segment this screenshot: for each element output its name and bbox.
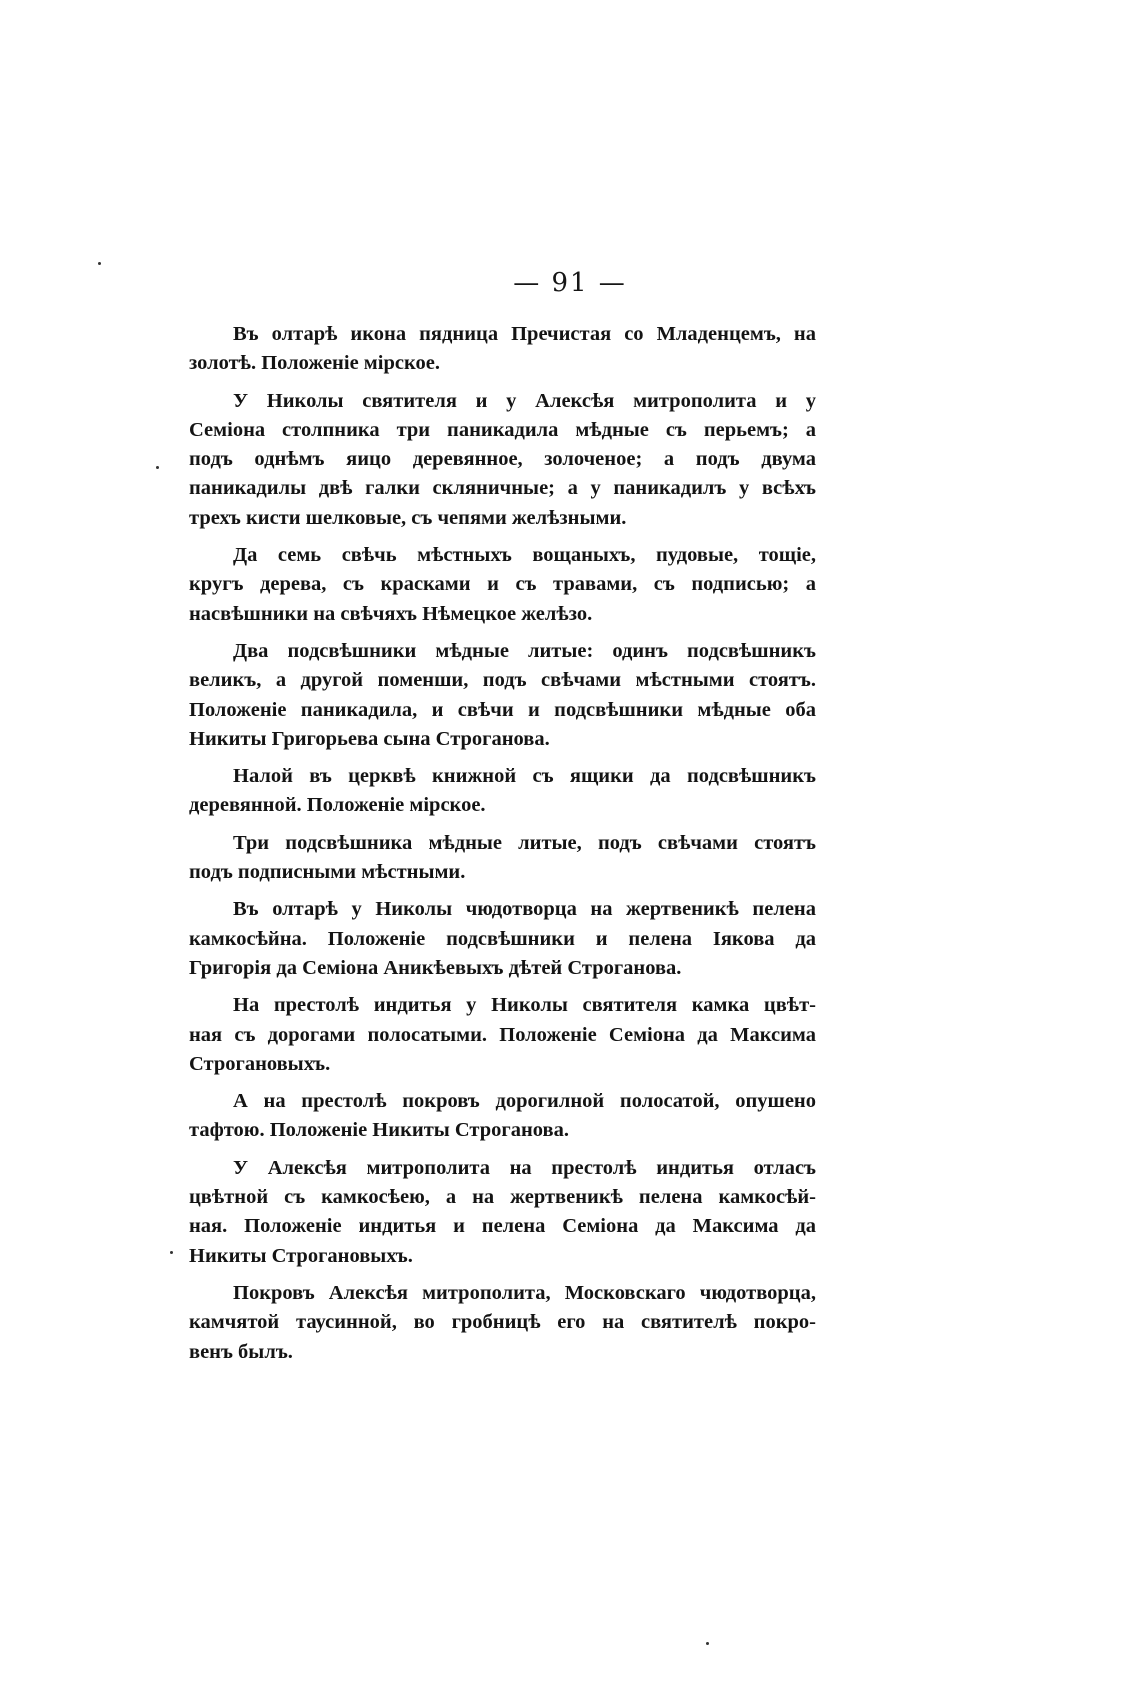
text-line: На престолѣ индитья у Николы святителя камка цвѣт-: [233, 994, 816, 1017]
text-line: У Алексѣя митрополита на престолѣ индитья отласъ: [233, 1156, 816, 1179]
text-line: Покровъ Алексѣя митрополита, Московскаго чюдотворца,: [233, 1281, 816, 1304]
text-line: Въ олтарѣ у Николы чюдотворца на жертвеникѣ пелена: [233, 898, 816, 921]
text-line: трехъ кисти шелковые, съ чепями желѣзными.: [189, 506, 627, 529]
text-line: Три подсвѣшника мѣдные литые, подъ свѣчами стоятъ: [233, 831, 816, 854]
text-line: насвѣшники на свѣчяхъ Нѣмецкое желѣзо.: [189, 602, 593, 625]
paragraph-2: [189, 387, 816, 533]
text-line: венъ былъ.: [189, 1340, 293, 1363]
text-line: Семіона столпника три паникадила мѣдные съ перьемъ; а: [189, 418, 816, 441]
text-line: Никиты Григорьева сына Строганова.: [189, 727, 550, 750]
text-line: камчятой таусинной, во гробницѣ его на святителѣ покро-: [189, 1311, 816, 1334]
paragraph-3: [189, 541, 816, 629]
text-line: А на престолѣ покровъ дорогилной полосатой, опушено: [233, 1090, 816, 1113]
text-line: ная съ дорогами полосатыми. Положеніе Семіона да Максима: [189, 1023, 816, 1046]
body-text: [189, 320, 816, 1375]
text-line: подъ однѣмъ яицо деревянное, золоченое; а подъ двума: [189, 448, 816, 471]
paragraph-9: [189, 1087, 816, 1146]
paragraph-5: [189, 762, 816, 821]
scan-speck: [170, 1251, 173, 1254]
text-line: камкосѣйна. Положеніе подсвѣшники и пелена Іякова да: [189, 927, 816, 950]
text-line: деревянной. Положеніе мірское.: [189, 794, 486, 817]
text-line: Два подсвѣшники мѣдные литые: одинъ подсвѣшникъ: [233, 639, 816, 662]
text-line: ная. Положеніе индитья и пелена Семіона да Максима да: [189, 1215, 816, 1238]
paragraph-4: [189, 637, 816, 754]
text-line: паникадилы двѣ галки скляничные; а у паникадилъ у всѣхъ: [189, 477, 816, 500]
text-line: Положеніе паникадила, и свѣчи и подсвѣшники мѣдные оба: [189, 698, 816, 721]
scan-speck: [98, 262, 101, 265]
text-line: Строгановыхъ.: [189, 1052, 331, 1075]
page-number: — 91 —: [513, 268, 627, 298]
scan-speck: [156, 466, 159, 469]
text-line: Никиты Строгановыхъ.: [189, 1244, 413, 1267]
text-line: цвѣтной съ камкосѣею, а на жертвеникѣ пелена камкосѣй-: [189, 1186, 816, 1209]
paragraph-8: [189, 991, 816, 1079]
paragraph-10: [189, 1154, 816, 1271]
text-line: У Николы святителя и у Алексѣя митрополита и у: [233, 389, 816, 412]
text-line: кругъ дерева, съ красками и съ травами, съ подписью; а: [189, 573, 816, 596]
paragraph-1: [189, 320, 816, 379]
text-line: тафтою. Положеніе Никиты Строганова.: [189, 1119, 569, 1142]
text-line: Григорія да Семіона Аникѣевыхъ дѣтей Строганова.: [189, 956, 682, 979]
text-line: великъ, а другой поменши, подъ свѣчами мѣстными стоятъ.: [189, 669, 816, 692]
paragraph-7: [189, 895, 816, 983]
scan-speck: [706, 1642, 709, 1645]
paragraph-6: [189, 829, 816, 888]
text-line: Налой въ церквѣ книжной съ ящики да подсвѣшникъ: [233, 765, 816, 788]
text-line: подъ подписными мѣстными.: [189, 861, 466, 884]
paragraph-11: [189, 1279, 816, 1367]
text-line: Въ олтарѣ икона пядница Пречистая со Младенцемъ, на: [233, 323, 816, 345]
text-line: Да семь свѣчь мѣстныхъ вощаныхъ, пудовые, тощіе,: [233, 544, 816, 567]
text-line: золотѣ. Положеніе мірское.: [189, 352, 440, 375]
